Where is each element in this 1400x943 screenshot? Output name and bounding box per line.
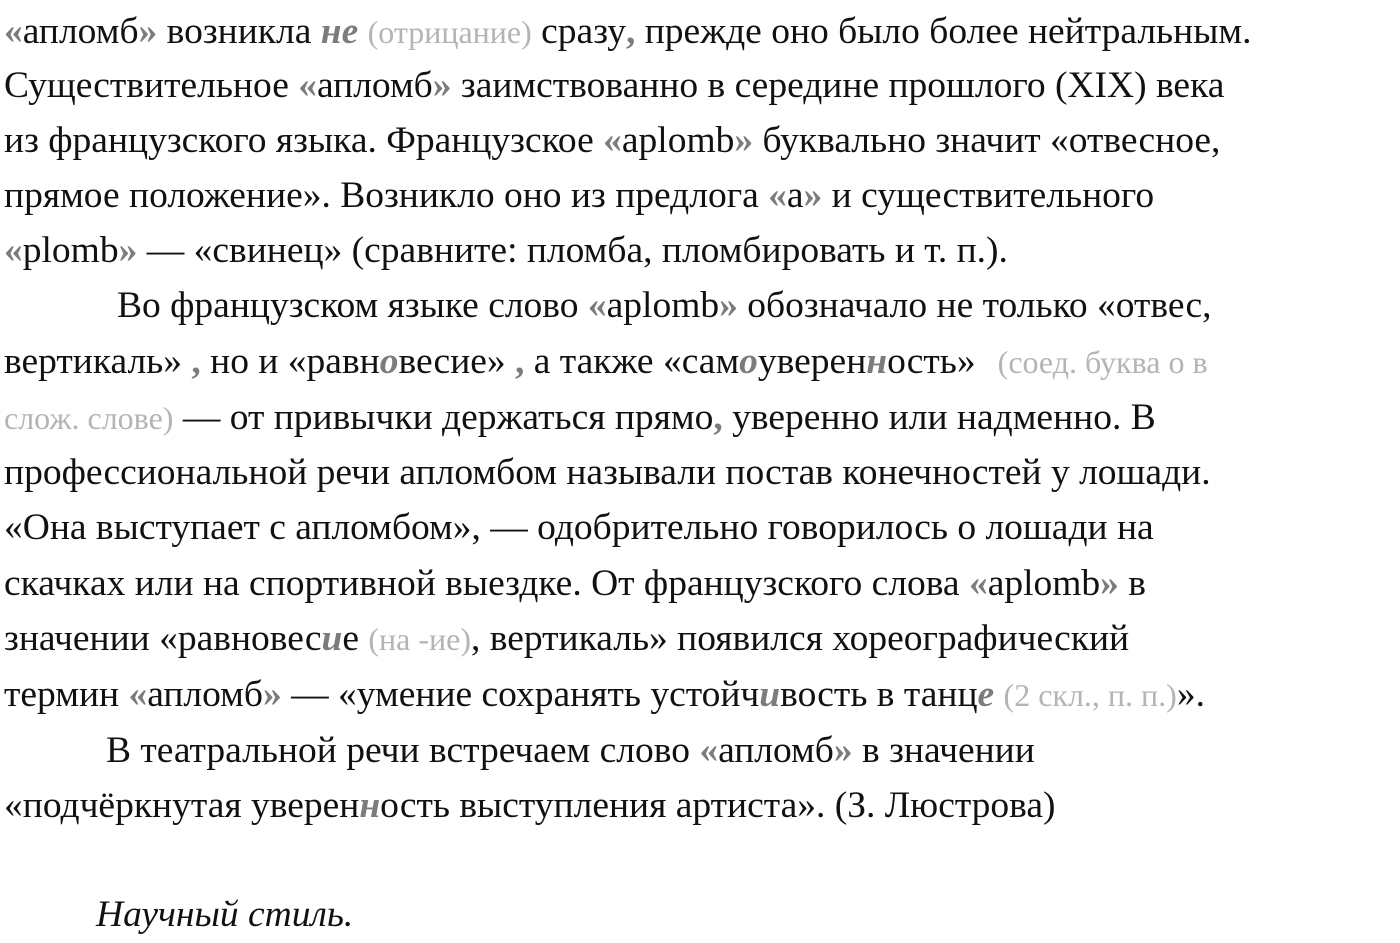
text-segment: заимствованно в середине прошлого (XIX) века xyxy=(451,65,1225,106)
text-line-10 xyxy=(4,506,1154,550)
quote-open: « xyxy=(4,230,23,271)
space xyxy=(994,674,1003,715)
quote-close: » xyxy=(734,120,754,161)
quote-open: « xyxy=(4,11,23,52)
text-segment: уверенно или надменно. В xyxy=(722,397,1156,438)
quote-open: « xyxy=(768,175,787,216)
text-segment: сразу xyxy=(531,11,626,52)
text-segment: из французского языка. Французское xyxy=(4,120,604,161)
word: aplomb xyxy=(987,563,1101,604)
text-segment: ость» xyxy=(887,341,976,382)
text-line-9 xyxy=(4,451,1211,495)
text-segment: е xyxy=(342,618,369,659)
style-label: Научный стиль. xyxy=(96,894,354,935)
text-segment: «подчёркнутая уверен xyxy=(4,785,360,826)
marked-particle: не xyxy=(320,11,359,52)
text-line-1 xyxy=(4,10,1252,54)
quote-open: « xyxy=(298,65,317,106)
marked-letter: е xyxy=(977,674,995,715)
quote-open: « xyxy=(699,730,719,771)
grammar-note: (отрицание) xyxy=(367,14,532,50)
text-segment: В театральной речи встречаем слово xyxy=(106,730,700,771)
word: апломб xyxy=(22,11,139,52)
grammar-note: (соед. буква о в xyxy=(997,344,1208,380)
text-segment: в xyxy=(1118,563,1147,604)
text-segment: а также «сам xyxy=(524,341,740,382)
text-segment: профессиональной речи апломбом называли постав конечностей у лошади. xyxy=(4,452,1211,493)
marked-comma: , xyxy=(625,11,636,52)
quote-open: « xyxy=(587,285,607,326)
grammar-note: слож. слове) xyxy=(4,400,174,436)
quote-close: » xyxy=(263,674,282,715)
text-segment: прежде оно было более нейтральным. xyxy=(635,11,1252,52)
quote-close: » xyxy=(833,730,853,771)
grammar-note: (2 скл., п. п.) xyxy=(1003,677,1177,713)
text-segment: возникла xyxy=(157,11,321,52)
text-segment: «Она выступает с апломбом», — одобрительно говорилось о лошади на xyxy=(4,507,1154,548)
text-line-6 xyxy=(117,284,1211,328)
text-segment: вертикаль» xyxy=(4,341,192,382)
text-segment: но и «равн xyxy=(200,341,380,382)
quote-close: » xyxy=(118,230,138,271)
text-segment: — «свинец» (сравните: пломба, пломбировать и т. п.). xyxy=(137,230,1008,271)
marked-letter: н xyxy=(866,341,888,382)
text-line-14 xyxy=(106,729,1035,773)
word: aplomb xyxy=(606,285,720,326)
text-segment: — «умение сохранять устойч xyxy=(281,674,760,715)
quote-open: « xyxy=(603,120,622,161)
text-line-2 xyxy=(4,64,1224,108)
text-segment: обозначало не только «отвес, xyxy=(737,285,1212,326)
text-segment: — от привычки держаться прямо xyxy=(173,397,714,438)
word: апломб xyxy=(718,730,834,771)
text-segment: термин xyxy=(4,674,129,715)
text-segment: прямое положение». Возникло оно из предлога xyxy=(4,175,769,216)
text-line-7 xyxy=(4,340,1208,384)
text-line-8 xyxy=(4,396,1156,440)
word: а xyxy=(786,175,804,216)
marked-letter: о xyxy=(739,341,758,382)
quote-close: » xyxy=(719,285,738,326)
quote-close: » xyxy=(138,11,158,52)
text-line-4 xyxy=(4,174,1154,218)
text-segment: ». xyxy=(1176,674,1205,715)
text-line-5 xyxy=(4,229,1008,273)
word: aplomb xyxy=(621,120,735,161)
marked-letter: о xyxy=(379,341,399,382)
text-line-3 xyxy=(4,119,1220,163)
text-segment: ость выступления артиста». (З. Люстрова) xyxy=(380,785,1056,826)
text-segment: вость в танц xyxy=(780,674,978,715)
text-segment: уверен xyxy=(757,341,867,382)
text-line-15 xyxy=(4,784,1056,828)
text-segment: весие» xyxy=(398,341,516,382)
quote-close: » xyxy=(432,65,452,106)
text-line-12 xyxy=(4,617,1129,661)
text-segment: в значении xyxy=(852,730,1035,771)
space xyxy=(358,11,367,52)
text-segment: буквально значит «отвесное, xyxy=(753,120,1221,161)
quote-close: » xyxy=(1100,563,1119,604)
text-segment: скачках или на спортивной выездке. От французского слова xyxy=(4,563,969,604)
text-line-11 xyxy=(4,562,1146,606)
marked-letter: н xyxy=(359,785,381,826)
text-segment: , вертикаль» появился хореографический xyxy=(471,618,1130,659)
quote-close: » xyxy=(803,175,823,216)
text-segment: Существительное xyxy=(4,65,299,106)
text-line-13 xyxy=(4,673,1205,717)
quote-open: « xyxy=(128,674,148,715)
word: plomb xyxy=(22,230,119,271)
text-segment: значении «равновес xyxy=(4,618,322,659)
word: апломб xyxy=(147,674,263,715)
quote-open: « xyxy=(968,563,988,604)
marked-comma: , xyxy=(713,397,723,438)
word: апломб xyxy=(316,65,433,106)
marked-comma: , xyxy=(515,341,525,382)
text-segment: и существительного xyxy=(822,175,1155,216)
marked-letter: и xyxy=(321,618,343,659)
grammar-note: (на -ие) xyxy=(368,621,472,657)
text-segment: Во французском языке слово xyxy=(117,285,588,326)
marked-letter: и xyxy=(759,674,781,715)
marked-comma: , xyxy=(191,341,201,382)
